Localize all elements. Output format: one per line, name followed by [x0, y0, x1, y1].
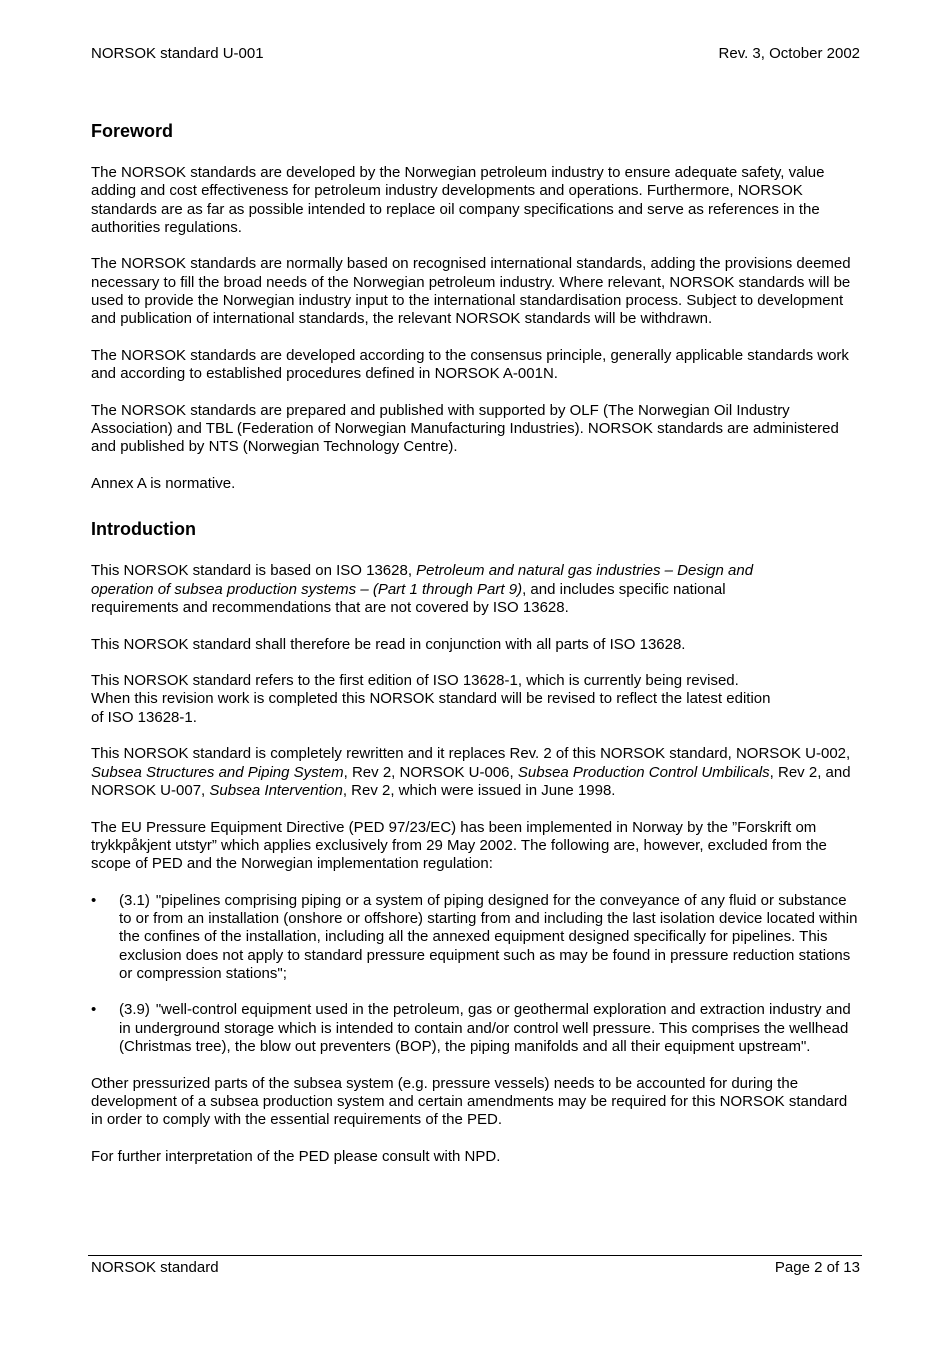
- text-run: , Rev 2, and NORSOK U-007,: [91, 763, 851, 799]
- standard-title-italic: Subsea Structures and Piping System: [91, 763, 344, 781]
- introduction-paragraph: [91, 562, 781, 617]
- foreword-paragraph: The NORSOK standards are developed according to the consensus principle, generally applicable standards work and according to established procedures defined in NORSOK A-001N.: [91, 346, 849, 383]
- introduction-heading: Introduction: [91, 519, 196, 540]
- page-content: [91, 120, 860, 1184]
- exclusion-list: [91, 892, 860, 1057]
- text-run: , Rev 2, which were issued in June 1998.: [342, 781, 616, 799]
- header-document-id: NORSOK standard U-001: [91, 45, 264, 62]
- page-footer: [88, 1255, 862, 1277]
- list-item-text: "pipelines comprising piping or a system of piping designed for the conveyance of any fluid or substance to or from an installation (onshore or offshore) starting from and including the last isolation device located within the confines of the installation, including all the annexed equipment designed specifically for pipelines. This exclusion does not apply to standard pressure equipment such as may be found in pressure reduction stations or compression stations";: [119, 891, 858, 982]
- foreword-section: [91, 120, 860, 493]
- foreword-heading: Foreword: [91, 121, 174, 141]
- standard-title-italic: Petroleum and natural gas industries – Design and operation of subsea production systems – (Part 1 through Part 9): [91, 562, 754, 598]
- header-revision: Rev. 3, October 2002: [718, 45, 860, 62]
- foreword-paragraph: The NORSOK standards are normally based on recognised international standards, adding the provisions deemed necessary to fill the broad needs of the Norwegian petroleum industry. Where relevant, NORSOK standards will be used to provide the Norwegian industry input to the international standardisation process. Subject to development and publication of international standards, the relevant NORSOK standards will be withdrawn.: [91, 255, 851, 328]
- clause-reference: (3.1): [119, 891, 150, 909]
- list-item-text: "well-control equipment used in the petroleum, gas or geothermal exploration and extraction industry and in underground storage which is intended to contain and/or control well pressure. This comprises the wellhead (Christmas tree), the blow out preventers (BOP), the piping manifolds and all their equipment upstream".: [119, 1001, 851, 1056]
- foreword-paragraph: The NORSOK standards are developed by the Norwegian petroleum industry to ensure adequate safety, value adding and cost effectiveness for petroleum industry developments and operations. Furthermore, NORSOK standards are as far as possible intended to replace oil company specifications and serve as references in the authorities regulations.: [91, 164, 825, 236]
- page-number: Page 2 of 13: [774, 1259, 860, 1276]
- text-run: This NORSOK standard is based on ISO 13628,: [91, 562, 417, 580]
- text-run: , Rev 2, NORSOK U-006,: [343, 763, 518, 781]
- standard-title-italic: Subsea Intervention: [209, 781, 343, 799]
- introduction-paragraph: The EU Pressure Equipment Directive (PED 97/23/EC) has been implemented in Norway by the ”Forskrift om trykkpåkjent utstyr” which applies exclusively from 29 May 2002. The following are, however, excluded from the scope of PED and the Norwegian implementation regulation:: [91, 818, 827, 873]
- standard-title-italic: Subsea Production Control Umbilicals: [517, 763, 770, 781]
- clause-reference: (3.9): [119, 1001, 150, 1019]
- foreword-paragraph: The NORSOK standards are prepared and published with supported by OLF (The Norwegian Oil Industry Association) and TBL (Federation of Norwegian Manufacturing Industries). NORSOK standards are administered and published by NTS (Norwegian Technology Centre).: [91, 401, 839, 456]
- footer-document-name: NORSOK standard: [91, 1259, 219, 1276]
- bullet-icon: •: [91, 891, 97, 909]
- list-item: [91, 892, 860, 983]
- text-run: This NORSOK standard is completely rewritten and it replaces Rev. 2 of this NORSOK standard, NORSOK U-002,: [91, 745, 851, 763]
- introduction-paragraph: This NORSOK standard shall therefore be read in conjunction with all parts of ISO 13628.: [91, 635, 686, 653]
- page-header: [91, 45, 860, 63]
- introduction-section: [91, 518, 860, 1166]
- introduction-paragraph: For further interpretation of the PED please consult with NPD.: [91, 1147, 501, 1165]
- foreword-paragraph: Annex A is normative.: [91, 475, 236, 493]
- list-item: [91, 1001, 860, 1056]
- text-run: , and includes specific national requirements and recommendations that are not covered by ISO 13628.: [91, 580, 726, 616]
- introduction-paragraph: Other pressurized parts of the subsea system (e.g. pressure vessels) needs to be accounted for during the development of a subsea production system and certain amendments may be required for this NORSOK standard in order to comply with the essential requirements of the PED.: [91, 1074, 848, 1129]
- introduction-paragraph: [91, 745, 860, 800]
- bullet-icon: •: [91, 1001, 97, 1019]
- introduction-paragraph: This NORSOK standard refers to the first edition of ISO 13628-1, which is currently being revised. When this revision work is completed this NORSOK standard will be revised to reflect the latest edition of ISO 13628-1.: [91, 672, 771, 726]
